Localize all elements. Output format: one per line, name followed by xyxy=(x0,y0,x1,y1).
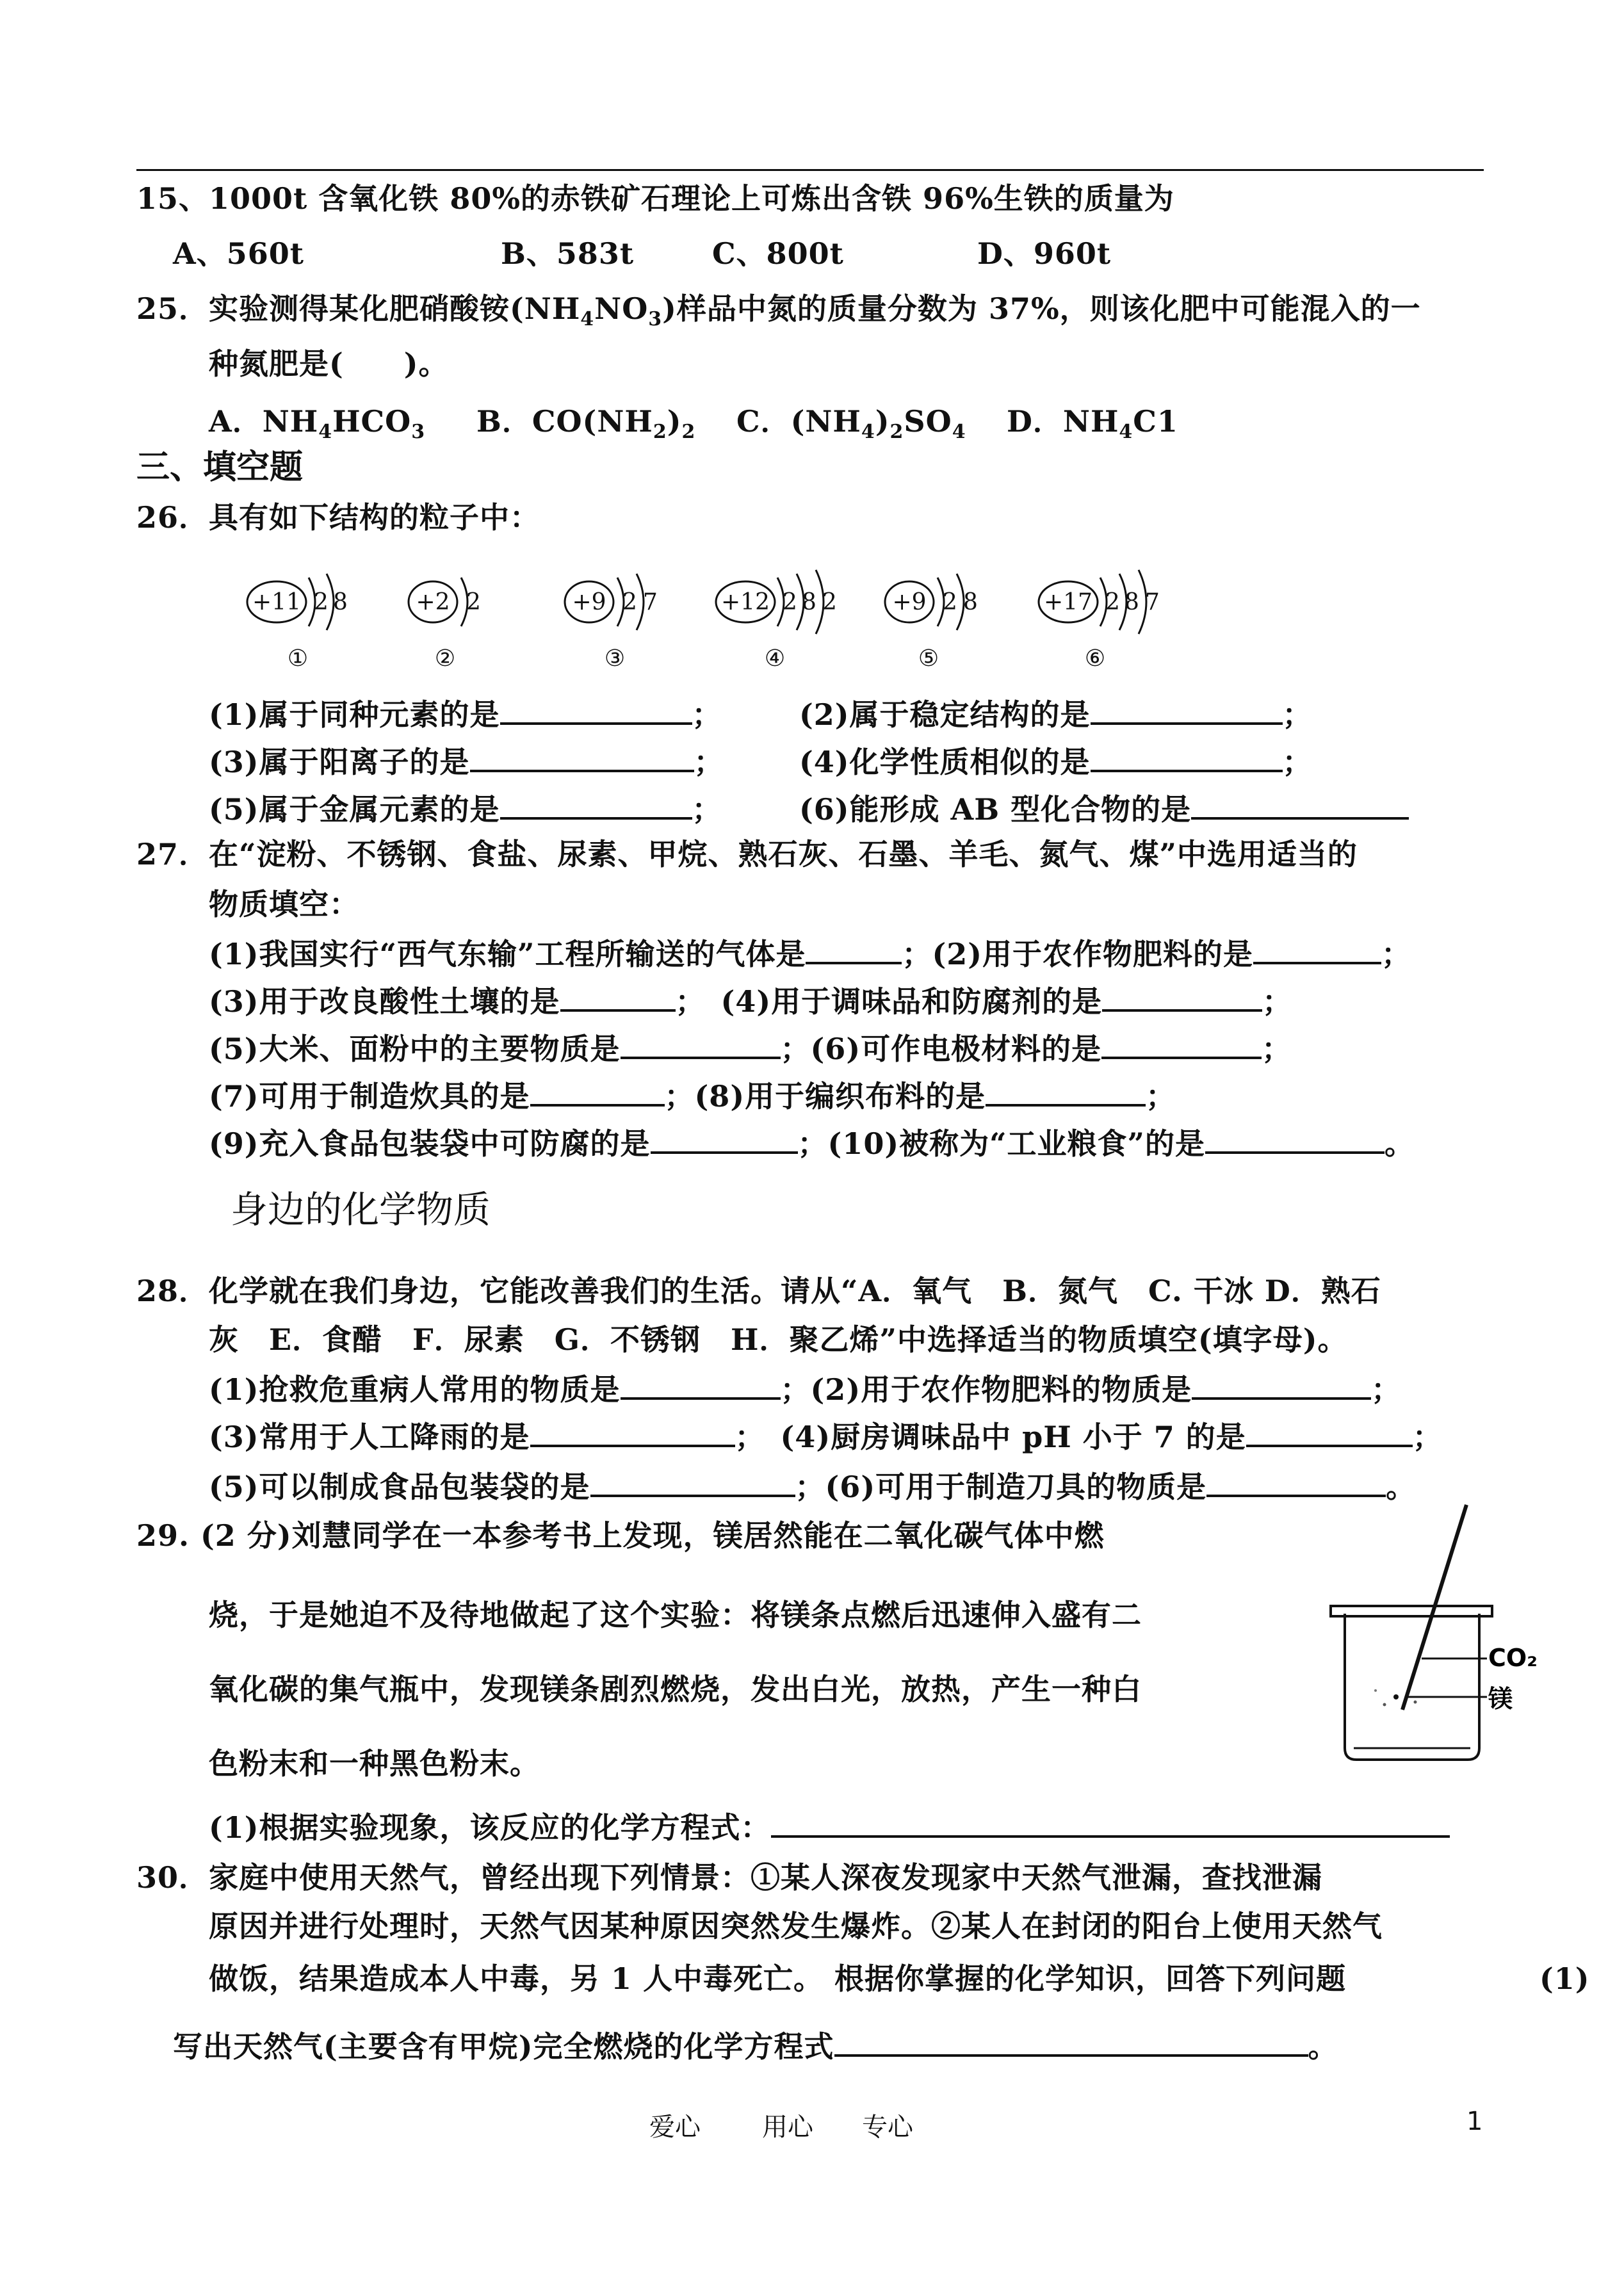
q25-option-c: C．$(NH_4)_2SO_4$ xyxy=(736,404,966,444)
q28-line1: 28．化学就在我们身边，它能改善我们的生活。请从“A．氧气 B．氮气 C. 干冰 D．熟石 xyxy=(136,1274,1381,1308)
answer-blank[interactable] xyxy=(1091,694,1283,725)
q27-line2: 物质填空： xyxy=(209,887,359,921)
atom-4-shell-1: 2 xyxy=(783,589,797,615)
atom-1-nucleus: +11 xyxy=(252,589,301,615)
q29-line2: 烧，于是她迫不及待地做起了这个实验：将镁条点燃后迅速伸入盛有二 xyxy=(209,1598,1142,1632)
answer-blank[interactable] xyxy=(806,934,902,964)
answer-blank[interactable] xyxy=(1206,1466,1386,1497)
footer-left: 爱心 xyxy=(649,2113,701,2142)
footer-mid: 用心 xyxy=(762,2113,813,2142)
atom-3-label: ③ xyxy=(604,645,626,672)
q27-row-5: (9)充入食品包装袋中可防腐的是 ；(10)被称为“工业粮食”的是 。 xyxy=(209,1123,1415,1162)
q29-line1: 29. (2 分)刘慧同学在一本参考书上发现，镁居然能在二氧化碳气体中燃 xyxy=(136,1518,1105,1553)
atom-4-label: ④ xyxy=(764,645,786,672)
atom-2-label: ② xyxy=(434,645,456,672)
atom-5-shell-1: 2 xyxy=(943,589,957,615)
q28-line2: 灰 E．食醋 F．尿素 G．不锈钢 H．聚乙烯”中选择适当的物质填空(填字母)。 xyxy=(209,1322,1348,1357)
answer-blank[interactable] xyxy=(621,1028,781,1059)
answer-blank[interactable] xyxy=(1191,789,1409,820)
atom-3-shell-1: 2 xyxy=(622,589,637,615)
q27-row-2: (3)用于改良酸性土壤的是 ； (4)用于调味品和防腐剂的是 ； xyxy=(209,981,1292,1019)
q30-subq-number: (1) xyxy=(1539,1961,1590,1996)
answer-blank[interactable] xyxy=(1091,742,1283,772)
atom-1-label: ① xyxy=(287,645,309,672)
q29-line5: (1)根据实验现象，该反应的化学方程式： xyxy=(209,1807,1450,1845)
answer-blank[interactable] xyxy=(651,1123,798,1154)
atom-diagram-5 xyxy=(885,574,978,672)
q28-row-1: (1)抢救危重病人常用的物质是 ；(2)用于农作物肥料的物质是 ； xyxy=(209,1369,1401,1407)
q26-item-6: (6)能形成 AB 型化合物的是 xyxy=(799,789,1409,827)
q26-item-3: (3)属于阳离子的是 ； xyxy=(209,742,724,780)
q15-option-d: D、960t xyxy=(977,236,1112,271)
q27-row-4: (7)可用于制造炊具的是 ；(8)用于编织布料的是 ； xyxy=(209,1076,1176,1114)
q15-option-a: A、560t xyxy=(173,236,304,271)
q26-item-2: (2)属于稳定结构的是 ； xyxy=(799,694,1313,733)
atom-6-nucleus: +17 xyxy=(1044,589,1092,615)
atom-2-shell-1: 2 xyxy=(466,589,481,615)
answer-blank[interactable] xyxy=(530,1416,735,1447)
atom-1-shell-1: 2 xyxy=(314,589,329,615)
answer-blank[interactable] xyxy=(621,1369,781,1400)
q15-option-b: B、583t xyxy=(501,236,635,271)
q28-row-2: (3)常用于人工降雨的是 ； (4)厨房调味品中 pH 小于 7 的是 ； xyxy=(209,1416,1443,1455)
q25-option-b: B．$CO(NH_2)_2$ xyxy=(476,404,696,444)
answer-blank[interactable] xyxy=(1192,1369,1371,1400)
atom-6-label: ⑥ xyxy=(1084,645,1106,672)
q30-line4: 写出天然气(主要含有甲烷)完全燃烧的化学方程式 。 xyxy=(173,2026,1338,2064)
q15-text: 15、1000t 含氧化铁 80%的赤铁矿石理论上可炼出含铁 96%生铁的质量为 xyxy=(136,181,1174,216)
q26-item-1: (1)属于同种元素的是 ； xyxy=(209,694,722,733)
atom-diagram-6 xyxy=(1039,570,1160,672)
gas-jar-figure xyxy=(1319,1498,1550,1767)
answer-blank[interactable] xyxy=(1253,934,1381,964)
atom-diagram-3 xyxy=(565,574,658,672)
answer-blank[interactable] xyxy=(590,1466,795,1497)
atom-2-nucleus: +2 xyxy=(416,589,450,615)
atom-diagram-4 xyxy=(716,570,837,672)
atom-4-shell-3: 2 xyxy=(822,589,837,615)
answer-blank[interactable] xyxy=(1246,1416,1413,1447)
q15-option-c: C、800t xyxy=(712,236,844,271)
q26-item-5: (5)属于金属元素的是 ； xyxy=(209,789,722,827)
q25-option-d: D．$NH_4C1$ xyxy=(1007,404,1178,444)
q30-line2: 原因并进行处理时，天然气因某种原因突然发生爆炸。②某人在封闭的阳台上使用天然气 xyxy=(209,1909,1383,1943)
answer-blank[interactable] xyxy=(560,981,676,1012)
atom-3-nucleus: +9 xyxy=(572,589,606,615)
footer-right: 专心 xyxy=(862,2113,913,2142)
atom-5-nucleus: +9 xyxy=(892,589,927,615)
atom-6-shell-1: 2 xyxy=(1105,589,1120,615)
atom-diagram-1 xyxy=(247,574,348,672)
q29-line4: 色粉末和一种黑色粉末。 xyxy=(209,1746,540,1781)
header-rule xyxy=(136,169,1484,171)
magnesium-label: 镁 xyxy=(1488,1685,1513,1713)
atom-3-shell-2: 7 xyxy=(643,589,658,615)
topic-title: 身边的化学物质 xyxy=(231,1188,491,1231)
answer-blank[interactable] xyxy=(530,1076,665,1107)
q27-row-3: (5)大米、面粉中的主要物质是 ；(6)可作电极材料的是 ； xyxy=(209,1028,1292,1067)
equation-blank[interactable] xyxy=(771,1807,1450,1838)
atom-4-nucleus: +12 xyxy=(721,589,770,615)
q26-item-4: (4)化学性质相似的是 ； xyxy=(799,742,1313,780)
page-number: 1 xyxy=(1466,2107,1483,2136)
q27-line1: 27．在“淀粉、不锈钢、食盐、尿素、甲烷、熟石灰、石墨、羊毛、氮气、煤”中选用适当的 xyxy=(136,837,1358,872)
q25-option-a: A．$NH_4HCO_3$ xyxy=(209,404,426,444)
atom-1-shell-2: 8 xyxy=(333,589,348,615)
q25-line2: 种氮肥是( )。 xyxy=(209,346,449,381)
answer-blank[interactable] xyxy=(986,1076,1146,1107)
atom-6-shell-3: 7 xyxy=(1145,589,1160,615)
atom-6-shell-2: 8 xyxy=(1125,589,1139,615)
atom-diagram-2 xyxy=(409,578,481,672)
atom-5-shell-2: 8 xyxy=(963,589,978,615)
answer-blank[interactable] xyxy=(500,694,692,725)
q27-row-1: (1)我国实行“西气东输”工程所输送的气体是 ；(2)用于农作物肥料的是 ； xyxy=(209,934,1411,972)
answer-blank[interactable] xyxy=(1205,1123,1384,1154)
section-title: 三、填空题 xyxy=(136,448,304,487)
q30-line3: 做饭，结果造成本人中毒，另 1 人中毒死亡。 根据你掌握的化学知识，回答下列问题 xyxy=(209,1961,1347,1996)
atom-structure-diagrams xyxy=(243,551,1204,679)
answer-blank[interactable] xyxy=(1102,981,1262,1012)
q25-line1: 25．实验测得某化肥硝酸铵$(NH_4NO_3)$样品中氮的质量分数为 37%，则该化肥中可能混入的一 xyxy=(136,291,1421,331)
q29-line3: 氧化碳的集气瓶中，发现镁条剧烈燃烧，发出白光，放热，产生一种白 xyxy=(209,1672,1142,1707)
answer-blank[interactable] xyxy=(470,742,694,772)
answer-blank[interactable] xyxy=(500,789,692,820)
atom-5-label: ⑤ xyxy=(918,645,939,672)
equation-blank[interactable] xyxy=(834,2026,1308,2057)
answer-blank[interactable] xyxy=(1101,1028,1262,1059)
atom-4-shell-2: 8 xyxy=(802,589,816,615)
q26-title: 26．具有如下结构的粒子中： xyxy=(136,500,540,535)
q28-row-3: (5)可以制成食品包装袋的是 ；(6)可用于制造刀具的物质是 。 xyxy=(209,1466,1416,1505)
q30-line1: 30．家庭中使用天然气，曾经出现下列情景：①某人深夜发现家中天然气泄漏，查找泄漏 xyxy=(136,1860,1323,1895)
co2-label: CO₂ xyxy=(1488,1644,1538,1672)
